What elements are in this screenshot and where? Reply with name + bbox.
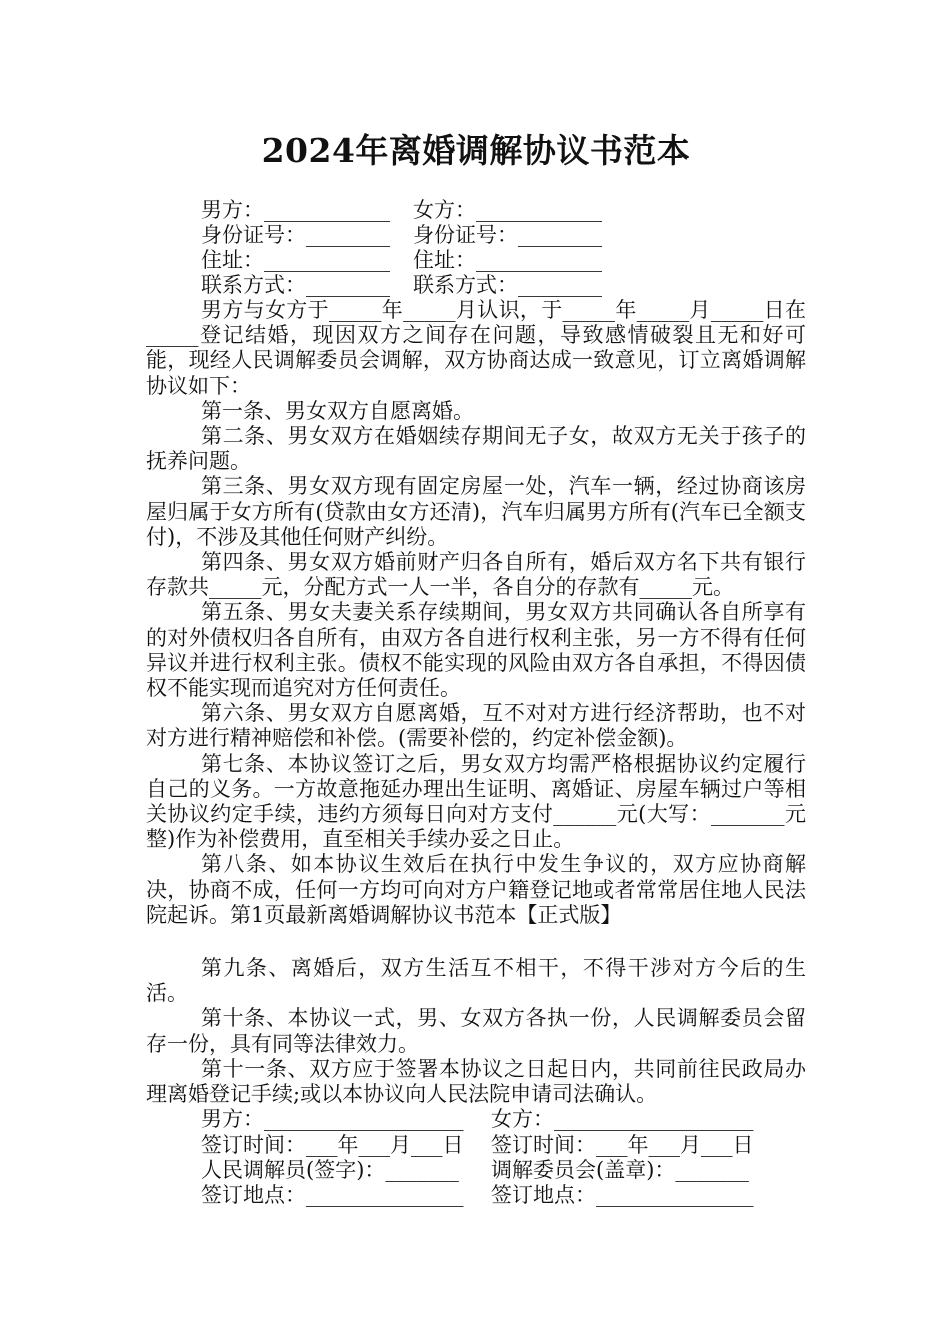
article-10: 第十条、本协议一式，男、女双方各执一份，人民调解委员会留存一份，具有同等法律效力。 [146, 1006, 806, 1056]
male-id-field: 身份证号：________ [201, 223, 390, 247]
article-9: 第九条、离婚后，双方生活互不相干，不得干涉对方今后的生活。 [146, 956, 806, 1006]
male-contact-field: 联系方式：________ [201, 273, 390, 297]
party-row-contact [201, 273, 806, 298]
right-sign-date-field: 签订时间：___年___月___日 [491, 1132, 754, 1157]
mediator-signature-field: 人民调解员(签字)：_______ [201, 1157, 459, 1182]
article-2: 第二条、男女双方在婚姻续存期间无子女，故双方无关于孩子的抚养问题。 [146, 424, 806, 474]
committee-seal-field: 调解委员会(盖章)：_______ [491, 1157, 749, 1182]
female-contact-field: 联系方式：________ [413, 273, 602, 297]
male-signature-field: 男方：___________________ [201, 1107, 464, 1132]
article-5: 第五条、男女夫妻关系存续期间，男女双方共同确认各自所享有的对外债权归各自所有，由双方各自进行权利主张，另一方不得有任何异议并进行权利主张。债权不能实现的风险由双方各自承担，不得因债权不能实现而追究对方任何责任。 [146, 600, 806, 701]
page-break-gap [146, 928, 806, 956]
signature-row-place [201, 1183, 806, 1208]
article-11: 第十一条、双方应于签署本协议之日起日内，共同前往民政局办理离婚登记手续;或以本协议向人民法院申请司法确认。 [146, 1056, 806, 1107]
article-1: 第一条、男女双方自愿离婚。 [201, 398, 474, 423]
article-6: 第六条、男女双方自愿离婚，互不对对方进行经济帮助，也不对对方进行精神赔偿和补偿。(需要补偿的，约定补偿金额)。 [146, 701, 806, 751]
party-row-address [201, 248, 806, 273]
left-sign-date-field: 签订时间：___年___月___日 [201, 1132, 464, 1157]
left-sign-place-field: 签订地点：_______________ [201, 1182, 464, 1207]
female-name-field: 女方：____________ [413, 198, 602, 222]
male-address-field: 住址：____________ [201, 248, 390, 272]
female-address-field: 住址：____________ [413, 248, 602, 272]
signature-row-party [201, 1107, 806, 1132]
party-row-id [201, 223, 806, 248]
male-name-field: 男方：____________ [201, 198, 390, 222]
intro-paragraph: 男方与女方于_____年_____月认识，于_____年_____月_____日在_____登记结婚，现因双方之间存在问题，导致感情破裂且无和好可能，现经人民调解委员会调解，双方协商达成一致意见，订立离婚调解协议如下： [146, 298, 806, 398]
article-7: 第七条、本协议签订之后，男女双方均需严格根据协议约定履行自己的义务。一方故意拖延办理出生证明、离婚证、房屋车辆过户等相关协议约定手续，违约方须每日向对方支付______元(大写：_______元整)作为补偿费用，直至相关手续办妥之日止。 [146, 751, 806, 852]
article-8: 第八条、如本协议生效后在执行中发生争议的，双方应协商解决，协商不成，任何一方均可向对方户籍登记地或者常常居住地人民法院起诉。第1页最新离婚调解协议书范本【正式版】 [146, 852, 806, 927]
article-3: 第三条、男女双方现有固定房屋一处，汽车一辆，经过协商该房屋归属于女方所有(贷款由女方还清)，汽车归属男方所有(汽车已全额支付)，不涉及其他任何财产纠纷。 [146, 474, 806, 549]
female-signature-field: 女方：___________________ [491, 1107, 754, 1132]
party-info-block [146, 198, 806, 298]
document-page [146, 126, 806, 1208]
female-id-field: 身份证号：________ [413, 223, 602, 247]
signature-row-mediator [201, 1158, 806, 1183]
document-title: 2024年离婚调解协议书范本 [261, 131, 691, 170]
party-row-name [201, 198, 806, 223]
signature-row-date [201, 1133, 806, 1158]
signature-block [146, 1107, 806, 1208]
article-4: 第四条、男女双方婚前财产归各自所有，婚后双方名下共有银行存款共_____元，分配方式一人一半，各自分的存款有_____元。 [146, 550, 806, 600]
right-sign-place-field: 签订地点：_______________ [491, 1182, 754, 1207]
